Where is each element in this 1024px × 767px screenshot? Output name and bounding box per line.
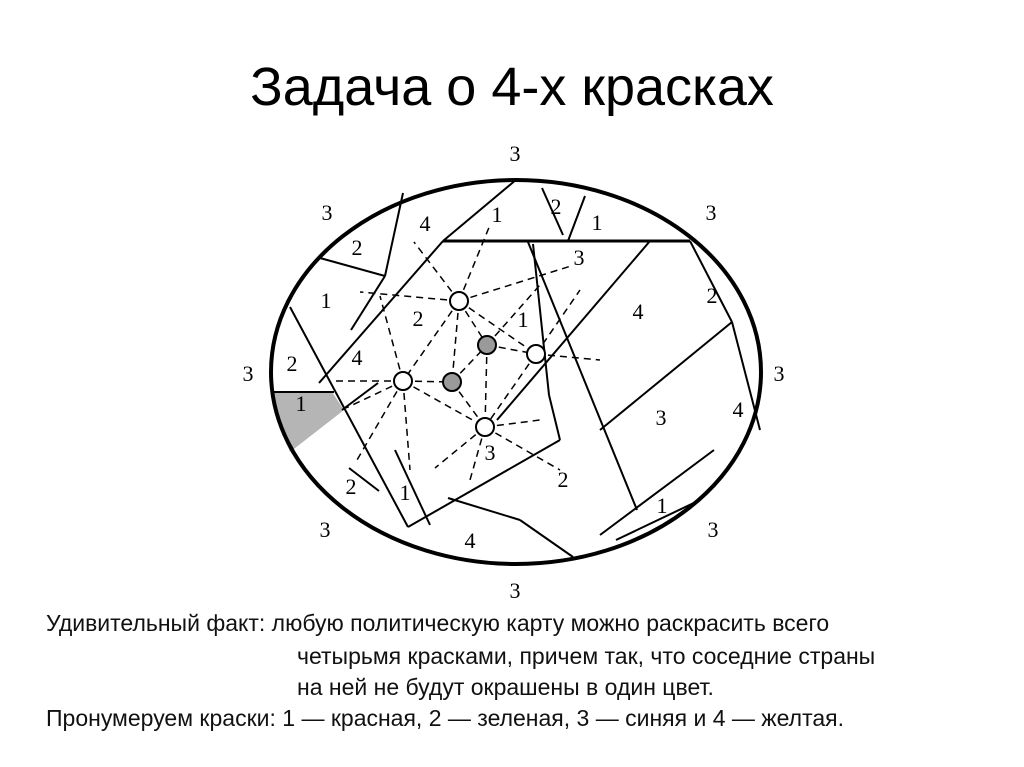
region-label: 3	[573, 245, 585, 271]
region-label: 1	[656, 493, 668, 519]
region-label: 1	[491, 202, 503, 228]
region-label: 1	[517, 307, 529, 333]
region-label: 2	[351, 235, 363, 261]
region-label: 2	[345, 474, 357, 500]
region-label: 4	[464, 528, 476, 554]
vertex-filled	[478, 336, 496, 354]
region-label: 2	[550, 194, 562, 220]
color-legend-line: Пронумеруем краски: 1 — красная, 2 — зеленая, 3 — синяя и 4 — желтая.	[46, 705, 845, 731]
outer-label: 3	[319, 517, 331, 543]
region-label: 2	[412, 306, 424, 332]
fact-line-1: Удивительный факт: любую политическую карту можно раскрасить всего	[46, 610, 830, 636]
region-label: 4	[732, 397, 744, 423]
dual-graph-edges	[335, 225, 600, 480]
outer-label: 3	[321, 200, 333, 226]
region-label: 1	[399, 480, 411, 506]
outer-label: 3	[707, 517, 719, 543]
region-label: 4	[632, 299, 644, 325]
region-label: 1	[320, 288, 332, 314]
outer-label: 3	[773, 361, 785, 387]
outer-label: 3	[242, 361, 254, 387]
vertex-open	[394, 372, 412, 390]
region-label: 4	[419, 211, 431, 237]
vertex-open	[527, 345, 545, 363]
region-label: 2	[286, 351, 298, 377]
slide-title: Задача о 4-х красках	[250, 57, 774, 117]
region-label: 3	[484, 440, 496, 466]
region-label: 1	[295, 391, 307, 417]
region-label: 4	[351, 345, 363, 371]
region-label: 1	[591, 210, 603, 236]
outer-label: 3	[509, 141, 521, 167]
region-label: 2	[706, 283, 718, 309]
vertex-open	[476, 418, 494, 436]
fact-line-2: четырьмя красками, причем так, что соседние страны	[297, 643, 876, 669]
fact-line-3: на ней не будут окрашены в один цвет.	[297, 674, 714, 700]
region-label: 2	[557, 467, 569, 493]
shaded-region	[273, 392, 344, 452]
vertex-filled	[443, 373, 461, 391]
outer-label: 3	[509, 578, 521, 604]
region-label: 3	[655, 405, 667, 431]
vertex-open	[450, 292, 468, 310]
outer-label: 3	[705, 200, 717, 226]
